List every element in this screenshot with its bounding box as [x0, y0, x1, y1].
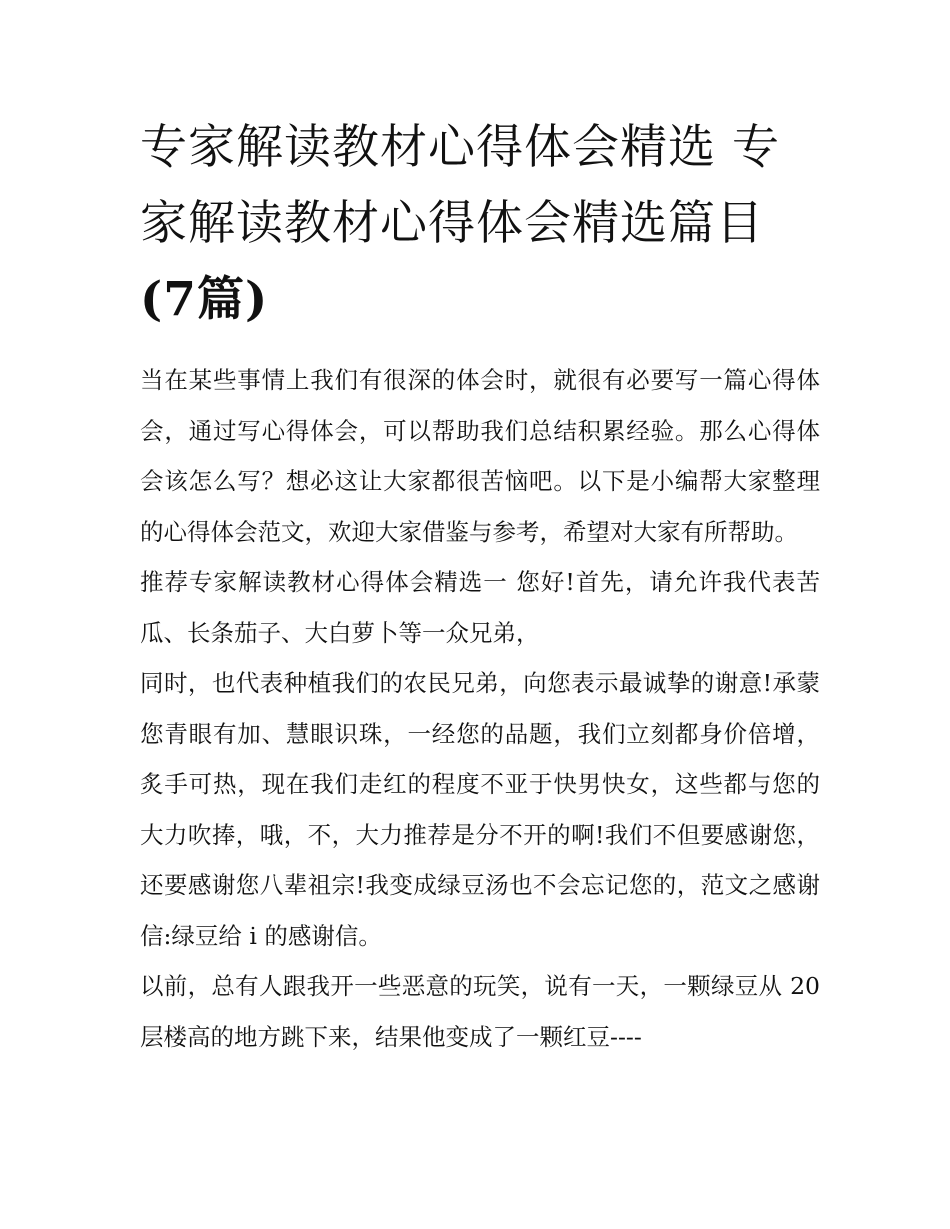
paragraph-intro: 当在某些事情上我们有很深的体会时，就很有必要写一篇心得体会，通过写心得体会，可以帮助我们总结积累经验。那么心得体会该怎么写？想必这让大家都很苦恼吧。以下是小编帮大家整理的心得体会范文，欢迎大家借鉴与参考，希望对大家有所帮助。 [140, 366, 820, 546]
title-main: 专家解读教材心得体会精选 专家解读教材心得体会精选篇目 [140, 120, 780, 251]
paragraph-greeting: 推荐专家解读教材心得体会精选一 您好!首先，请允许我代表苦瓜、长条茄子、大白萝卜等一众兄弟， [140, 568, 820, 647]
paragraph-story: 以前，总有人跟我开一些恶意的玩笑，说有一天，一颗绿豆从 20 层楼高的地方跳下来，结果他变成了一颗红豆---- [140, 972, 820, 1051]
paragraph-thanks: 同时，也代表种植我们的农民兄弟，向您表示最诚挚的谢意!承蒙您青眼有加、慧眼识珠，一经您的品题，我们立刻都身价倍增，炙手可热，现在我们走红的程度不亚于快男快女，这些都与您的大力吹捧，哦，不，大力推荐是分不开的啊!我们不但要感谢您，还要感谢您八辈祖宗!我变成绿豆汤也不会忘记您的，范文之感谢信:绿豆给 i 的感谢信。 [140, 669, 820, 950]
document-body [140, 355, 820, 1062]
document-title [140, 110, 820, 338]
title-count: (7篇) [140, 272, 269, 327]
